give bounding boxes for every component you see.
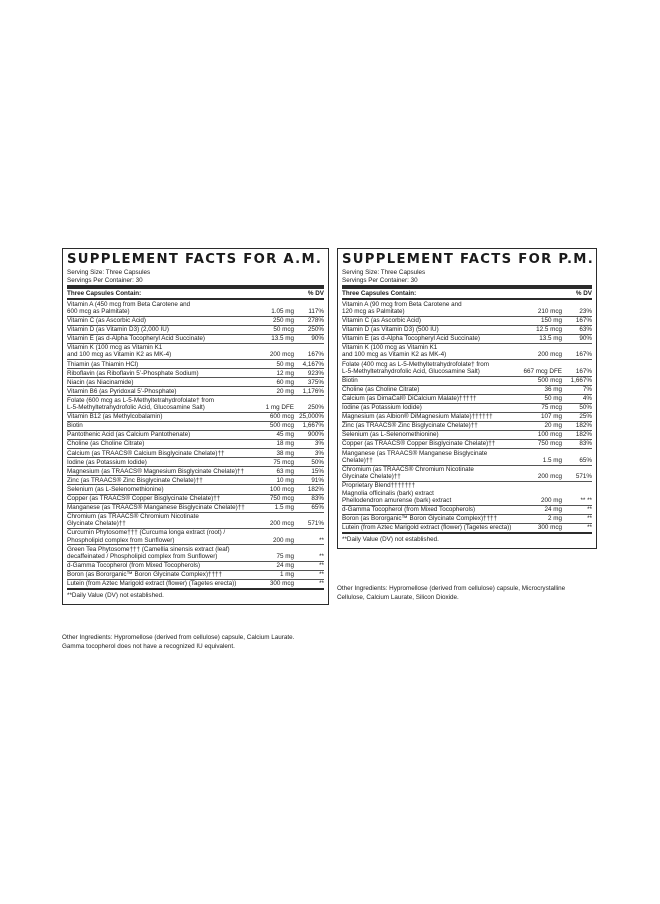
table-row bbox=[67, 458, 324, 467]
amount: 20 mg bbox=[544, 422, 562, 430]
daily-value: 3% bbox=[314, 449, 324, 457]
amount: 45 mg bbox=[276, 431, 294, 439]
daily-value: 65% bbox=[311, 504, 324, 512]
table-row bbox=[342, 413, 592, 422]
amount: 18 mg bbox=[276, 440, 294, 448]
daily-value: ** bbox=[319, 553, 324, 561]
table-row bbox=[342, 344, 592, 360]
table-row bbox=[342, 317, 592, 326]
daily-value: 375% bbox=[307, 378, 324, 386]
panel-title: SUPPLEMENT FACTS FOR A.M. bbox=[67, 252, 323, 267]
amount: 75 mcg bbox=[541, 404, 562, 412]
daily-value: 63% bbox=[579, 326, 592, 334]
pm-other-ingredients: Other Ingredients: Hypromellose (derived from cellulose) capsule, Microcrystalline Cellulose, Calcium Laurate, Silicon Dioxide. bbox=[337, 585, 566, 601]
daily-value: 83% bbox=[579, 440, 592, 448]
amount: 50 mg bbox=[276, 360, 294, 368]
amount: 210 mcg bbox=[537, 307, 562, 315]
daily-value: ** bbox=[587, 505, 592, 513]
amount: 12.5 mcg bbox=[536, 326, 562, 334]
table-row bbox=[67, 476, 324, 485]
amount: 13.5 mg bbox=[271, 335, 294, 343]
daily-value: 91% bbox=[311, 476, 324, 484]
daily-value: 50% bbox=[579, 404, 592, 412]
amount: 200 mcg bbox=[269, 520, 294, 528]
table-row bbox=[67, 449, 324, 458]
amount: 50 mcg bbox=[273, 326, 294, 334]
table-row bbox=[342, 440, 592, 449]
daily-value: 250% bbox=[307, 326, 324, 334]
table-row bbox=[67, 369, 324, 378]
nutrient-name: d-Gamma Tocopherol (from Mixed Tocopherols) bbox=[67, 562, 201, 570]
amount: 24 mg bbox=[544, 505, 562, 513]
amount: 500 mcg bbox=[269, 422, 294, 430]
amount: 300 mcg bbox=[537, 524, 562, 532]
daily-value: 25,000% bbox=[299, 413, 324, 421]
daily-value: ** ** bbox=[580, 496, 592, 504]
table-row bbox=[67, 326, 324, 335]
table-row bbox=[342, 431, 592, 440]
table-row bbox=[67, 335, 324, 344]
amount: 60 mg bbox=[276, 378, 294, 386]
nutrient-name: Proprietary Blend††††††† Magnolia officinalis (bark) extract Phellodendron amurense (bark) extract bbox=[342, 482, 452, 504]
amount: 13.5 mg bbox=[539, 335, 562, 343]
nutrient-name: Magnesium (as Albion® DiMagnesium Malate)†††††† bbox=[342, 413, 493, 421]
nutrient-name: Choline (as Choline Citrate) bbox=[342, 386, 420, 394]
amount: 75 mcg bbox=[273, 458, 294, 466]
amount: 250 mg bbox=[272, 316, 294, 324]
nutrient-name: Calcium (as DimaCal® DiCalcium Malate)††††† bbox=[342, 395, 477, 403]
nutrient-name: Folate (600 mcg as L-5-Methyltetrahydrofolate† from L-5-Methyltetrahydrofolic Acid, Glucosamine Salt) bbox=[67, 396, 214, 412]
daily-value: 167% bbox=[575, 351, 592, 359]
supplement-facts-pm-panel bbox=[337, 248, 597, 549]
daily-value: 90% bbox=[311, 335, 324, 343]
daily-value: 571% bbox=[575, 473, 592, 481]
daily-value: 167% bbox=[575, 367, 592, 375]
daily-value: 182% bbox=[575, 422, 592, 430]
daily-value: 7% bbox=[582, 386, 592, 394]
table-row bbox=[67, 431, 324, 440]
table-row bbox=[67, 378, 324, 387]
daily-value: 23% bbox=[579, 307, 592, 315]
daily-value: 50% bbox=[311, 458, 324, 466]
table-row bbox=[67, 513, 324, 529]
amount: 50 mg bbox=[544, 395, 562, 403]
pm-rows bbox=[342, 300, 592, 534]
nutrient-name: Folate (400 mcg as L-5-Methyltetrahydrofolate† from L-5-Methyltetrahydrofolic Acid, Glucosamine Salt) bbox=[342, 360, 489, 375]
am-rows bbox=[67, 300, 324, 590]
amount: 24 mg bbox=[276, 562, 294, 570]
daily-value: 15% bbox=[311, 467, 324, 475]
amount: 1 mg DFE bbox=[265, 404, 294, 412]
nutrient-name: Chromium (as TRAACS® Chromium Nicotinate Glycinate Chelate)†† bbox=[67, 513, 199, 528]
daily-value: 182% bbox=[575, 431, 592, 439]
daily-value: 900% bbox=[307, 431, 324, 439]
table-row bbox=[67, 360, 324, 369]
header-dv: % DV bbox=[575, 290, 592, 298]
amount: 600 mcg bbox=[269, 413, 294, 421]
table-row bbox=[342, 482, 592, 506]
amount: 1.05 mg bbox=[271, 307, 294, 315]
table-row bbox=[67, 387, 324, 396]
panel-title: SUPPLEMENT FACTS FOR P.M. bbox=[342, 252, 595, 267]
daily-value: 117% bbox=[308, 307, 324, 315]
table-row bbox=[67, 344, 324, 360]
header-contains: Three Capsules Contain: bbox=[342, 290, 417, 298]
amount: 1.5 mg bbox=[274, 504, 294, 512]
daily-value: 3% bbox=[314, 440, 324, 448]
nutrient-name: Boron (as Bororganic™ Boron Glycinate Complex)†††† bbox=[342, 515, 498, 523]
header-contains: Three Capsules Contain: bbox=[67, 290, 142, 298]
daily-value: ** bbox=[319, 580, 324, 588]
nutrient-name: Manganese (as TRAACS® Manganese Bisglycinate Chelate)†† bbox=[342, 449, 488, 464]
table-row bbox=[67, 396, 324, 412]
nutrient-name: Boron (as Bororganic™ Boron Glycinate Complex)†††† bbox=[67, 571, 223, 579]
amount: 750 mcg bbox=[269, 494, 294, 502]
serving-size: Serving Size: Three Capsules bbox=[342, 269, 426, 276]
table-row bbox=[67, 485, 324, 494]
daily-value: ** bbox=[587, 524, 592, 532]
daily-value: 278% bbox=[307, 316, 324, 324]
daily-value: 25% bbox=[579, 413, 592, 421]
table-row bbox=[67, 422, 324, 431]
amount: 38 mg bbox=[276, 449, 294, 457]
table-row bbox=[342, 506, 592, 515]
table-row bbox=[342, 466, 592, 482]
nutrient-name: Vitamin B6 (as Pyridoxal 5’-Phosphate) bbox=[67, 387, 177, 395]
table-row bbox=[342, 395, 592, 404]
table-header bbox=[67, 289, 324, 300]
nutrient-name: Vitamin C (as Ascorbic Acid) bbox=[342, 316, 421, 324]
serving-size: Serving Size: Three Capsules bbox=[67, 269, 151, 276]
nutrient-name: Vitamin K (100 mcg as Vitamin K1 and 100 mcg as Vitamin K2 as MK-4) bbox=[342, 344, 447, 359]
table-row bbox=[67, 467, 324, 476]
daily-value: 1,667% bbox=[302, 422, 324, 430]
amount: 100 mcg bbox=[537, 431, 562, 439]
nutrient-name: Selenium (as L-Selenomethionine) bbox=[342, 431, 439, 439]
nutrient-name: Vitamin C (as Ascorbic Acid) bbox=[67, 316, 146, 324]
amount: 2 mg bbox=[548, 515, 562, 523]
nutrient-name: Iodine (as Potassium Iodide) bbox=[342, 404, 422, 412]
nutrient-name: Thiamin (as Thiamin HCl) bbox=[67, 360, 139, 368]
daily-value: 4,167% bbox=[302, 360, 324, 368]
amount: 200 mcg bbox=[537, 473, 562, 481]
table-row bbox=[342, 300, 592, 316]
table-row bbox=[342, 360, 592, 376]
amount: 100 mcg bbox=[269, 485, 294, 493]
nutrient-name: Iodine (as Potassium Iodide) bbox=[67, 458, 147, 466]
nutrient-name: Choline (as Choline Citrate) bbox=[67, 440, 145, 448]
amount: 150 mg bbox=[540, 316, 562, 324]
daily-value: 167% bbox=[575, 316, 592, 324]
daily-value: 571% bbox=[307, 520, 324, 528]
amount: 63 mg bbox=[276, 467, 294, 475]
amount: 200 mcg bbox=[269, 351, 294, 359]
servings-per-container: Servings Per Container: 30 bbox=[342, 276, 418, 284]
nutrient-name: Zinc (as TRAACS® Zinc Bisglycinate Chelate)†† bbox=[67, 476, 203, 484]
table-row bbox=[342, 335, 592, 344]
daily-value: ** bbox=[319, 536, 324, 544]
daily-value: 65% bbox=[579, 456, 592, 464]
amount: 300 mcg bbox=[269, 580, 294, 588]
table-row bbox=[342, 326, 592, 335]
table-row bbox=[67, 440, 324, 449]
table-row bbox=[67, 562, 324, 571]
table-row bbox=[67, 495, 324, 504]
amount: 10 mg bbox=[276, 476, 294, 484]
amount: 750 mcg bbox=[537, 440, 562, 448]
nutrient-name: Green Tea Phytosome††† (Camellia sinensis extract (leaf) decaffeinated / Phospholipid complex from Sunflower) bbox=[67, 545, 230, 561]
table-row bbox=[67, 317, 324, 326]
amount: 500 mcg bbox=[537, 376, 562, 384]
table-row bbox=[67, 529, 324, 545]
nutrient-name: Copper (as TRAACS® Copper Bisglycinate Chelate)†† bbox=[342, 440, 496, 448]
daily-value: ** bbox=[319, 562, 324, 570]
table-row bbox=[342, 377, 592, 386]
table-header bbox=[342, 289, 592, 300]
amount: 667 mcg DFE bbox=[523, 367, 562, 375]
table-row bbox=[67, 571, 324, 580]
amount: 75 mg bbox=[276, 553, 294, 561]
amount: 12 mg bbox=[276, 369, 294, 377]
amount: 107 mg bbox=[540, 413, 562, 421]
amount: 20 mg bbox=[276, 387, 294, 395]
amount: 1 mg bbox=[280, 571, 294, 579]
daily-value: 1,667% bbox=[570, 376, 592, 384]
nutrient-name: Vitamin D (as Vitamin D3) (500 IU) bbox=[342, 326, 439, 334]
table-row bbox=[342, 386, 592, 395]
table-row bbox=[342, 404, 592, 413]
nutrient-name: Copper (as TRAACS® Copper Bisglycinate Chelate)†† bbox=[67, 494, 221, 502]
daily-value: 4% bbox=[582, 395, 592, 403]
daily-value: 90% bbox=[579, 335, 592, 343]
table-row bbox=[67, 580, 324, 590]
daily-value: ** bbox=[587, 515, 592, 523]
table-row bbox=[342, 524, 592, 534]
dv-note: **Daily Value (DV) not established. bbox=[67, 592, 164, 600]
dv-note: **Daily Value (DV) not established. bbox=[342, 535, 439, 543]
table-row bbox=[67, 300, 324, 316]
nutrient-name: Vitamin A (90 mcg from Beta Carotene and 120 mcg as Palmitate) bbox=[342, 300, 462, 315]
daily-value: ** bbox=[319, 571, 324, 579]
table-row bbox=[67, 545, 324, 561]
nutrient-name: Curcumin Phytosome††† (Curcuma longa extract (root) / Phospholipid complex from Sunflower) bbox=[67, 529, 226, 544]
daily-value: 250% bbox=[307, 404, 324, 412]
table-row bbox=[342, 515, 592, 524]
nutrient-name: Pantothenic Acid (as Calcium Pantothenate) bbox=[67, 431, 191, 439]
servings-per-container: Servings Per Container: 30 bbox=[67, 276, 143, 284]
amount: 200 mg bbox=[272, 536, 294, 544]
table-row bbox=[67, 504, 324, 513]
daily-value: 923% bbox=[307, 369, 324, 377]
amount: 1.5 mg bbox=[542, 456, 562, 464]
table-row bbox=[67, 413, 324, 422]
daily-value: 167% bbox=[307, 351, 324, 359]
daily-value: 182% bbox=[307, 485, 324, 493]
nutrient-name: Manganese (as TRAACS® Manganese Bisglycinate Chelate)†† bbox=[67, 504, 245, 512]
nutrient-name: Biotin bbox=[67, 422, 83, 430]
nutrient-name: Lutein (from Aztec Marigold extract (flower) (Tagetes erecta)) bbox=[67, 580, 237, 588]
nutrient-name: Vitamin A (450 mcg from Beta Carotene and 600 mcg as Palmitate) bbox=[67, 300, 191, 315]
nutrient-name: Calcium (as TRAACS® Calcium Bisglycinate Chelate)†† bbox=[67, 449, 225, 457]
nutrient-name: Chromium (as TRAACS® Chromium Nicotinate Glycinate Chelate)†† bbox=[342, 465, 474, 481]
table-row bbox=[342, 422, 592, 431]
nutrient-name: Niacin (as Niacinamide) bbox=[67, 378, 134, 386]
daily-value: 83% bbox=[311, 494, 324, 502]
nutrient-name: Vitamin E (as d-Alpha Tocopheryl Acid Succinate) bbox=[67, 335, 206, 343]
am-other-ingredients: Other Ingredients: Hypromellose (derived from cellulose) capsule, Calcium Laurate. Gamma tocopherol does not have a recognized IU equivalent. bbox=[62, 634, 295, 650]
amount: 200 mcg bbox=[537, 351, 562, 359]
nutrient-name: Vitamin K (100 mcg as Vitamin K1 and 100 mcg as Vitamin K2 as MK-4) bbox=[67, 344, 172, 359]
nutrient-name: Selenium (as L-Selenomethionine) bbox=[67, 485, 164, 493]
daily-value: 1,176% bbox=[302, 387, 324, 395]
nutrient-name: Zinc (as TRAACS® Zinc Bisglycinate Chelate)†† bbox=[342, 422, 478, 430]
nutrient-name: Vitamin E (as d-Alpha Tocopheryl Acid Succinate) bbox=[342, 335, 481, 343]
nutrient-name: d-Gamma Tocopherol (from Mixed Tocopherols) bbox=[342, 505, 476, 513]
nutrient-name: Vitamin B12 (as Methylcobalamin) bbox=[67, 413, 163, 421]
supplement-facts-am-panel bbox=[62, 248, 329, 605]
nutrient-name: Magnesium (as TRAACS® Magnesium Bisglycinate Chelate)†† bbox=[67, 467, 245, 475]
header-dv: % DV bbox=[307, 290, 324, 298]
nutrient-name: Vitamin D (as Vitamin D3) (2,000 IU) bbox=[67, 326, 169, 334]
nutrient-name: Riboflavin (as Riboflavin 5’-Phosphate Sodium) bbox=[67, 369, 199, 377]
nutrient-name: Biotin bbox=[342, 376, 358, 384]
nutrient-name: Lutein (from Aztec Marigold extract (flower) (Tagetes erecta)) bbox=[342, 524, 512, 532]
amount: 200 mg bbox=[540, 496, 562, 504]
table-row bbox=[342, 449, 592, 465]
amount: 36 mg bbox=[544, 386, 562, 394]
